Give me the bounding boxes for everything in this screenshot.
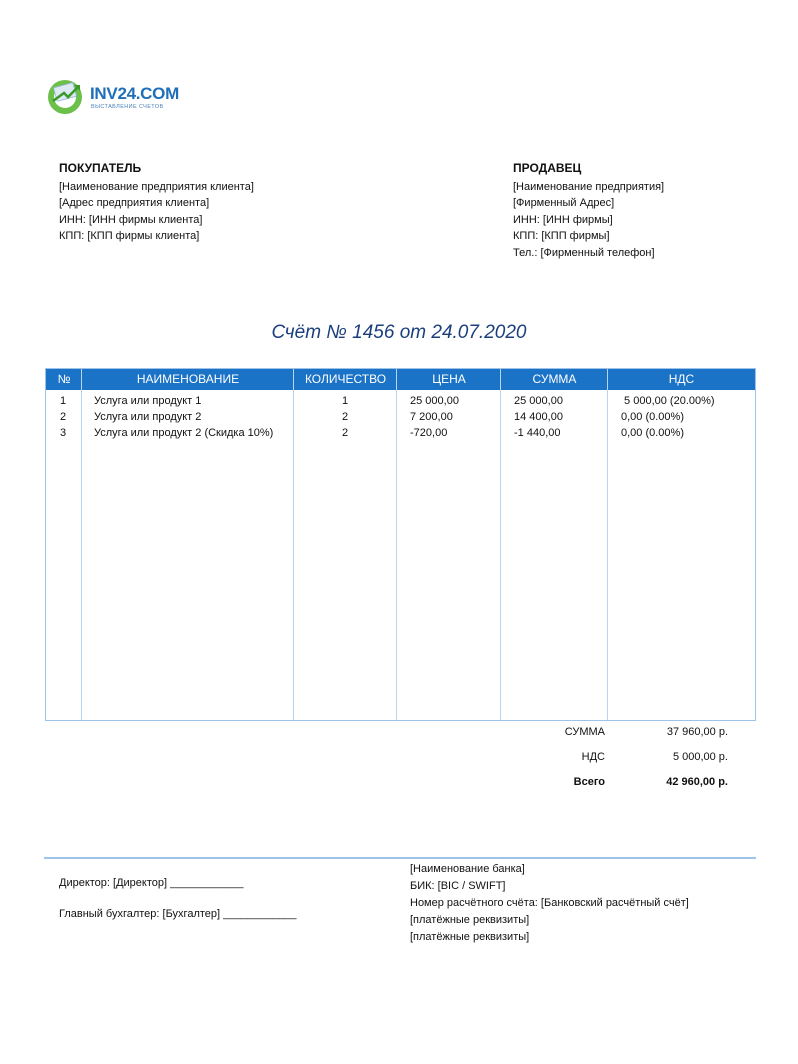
col-header-price: ЦЕНА bbox=[432, 372, 466, 386]
cell-name: Услуга или продукт 2 bbox=[94, 411, 202, 423]
accountant-signature: Главный бухгалтер: [Бухгалтер] ____________ bbox=[59, 908, 297, 920]
cell-price: 7 200,00 bbox=[410, 411, 453, 423]
cell-sum: 25 000,00 bbox=[514, 395, 563, 407]
cell-vat: 0,00 (0.00%) bbox=[621, 411, 684, 423]
seller-line: ИНН: [ИНН фирмы] bbox=[513, 213, 613, 226]
bank-line: Номер расчётного счёта: [Банковский расчётный счёт] bbox=[410, 897, 689, 909]
cell-qty: 2 bbox=[342, 427, 349, 439]
director-signature: Директор: [Директор] ____________ bbox=[59, 877, 244, 889]
cell-sum: 14 400,00 bbox=[514, 411, 563, 423]
table-row bbox=[46, 425, 755, 441]
subtotal-value: 37 960,00 р. bbox=[666, 726, 728, 738]
footer-divider bbox=[44, 857, 756, 859]
buyer-line: [Наименование предприятия клиента] bbox=[59, 180, 254, 193]
col-header-name: НАИМЕНОВАНИЕ bbox=[136, 372, 240, 386]
seller-line: Тел.: [Фирменный телефон] bbox=[513, 246, 655, 259]
cell-sum: -1 440,00 bbox=[514, 427, 561, 439]
cell-name: Услуга или продукт 2 (Скидка 10%) bbox=[94, 427, 274, 439]
company-logo bbox=[44, 76, 184, 116]
invoice-title: Счёт № 1456 от 24.07.2020 bbox=[271, 322, 527, 343]
bank-line: БИК: [BIC / SWIFT] bbox=[410, 880, 506, 892]
table-header bbox=[46, 369, 755, 390]
cell-vat: 0,00 (0.00%) bbox=[621, 427, 684, 439]
grand-total-label: Всего bbox=[573, 776, 605, 788]
bank-line: [платёжные реквизиты] bbox=[410, 914, 530, 926]
logo-name: INV24.COM bbox=[90, 84, 179, 103]
cell-vat: 5 000,00 (20.00%) bbox=[621, 395, 715, 407]
vat-total-label: НДС bbox=[581, 751, 605, 763]
seller-line: [Наименование предприятия] bbox=[513, 180, 665, 193]
cell-price: 25 000,00 bbox=[410, 395, 459, 407]
cell-number: 3 bbox=[60, 427, 67, 439]
seller-heading: ПРОДАВЕЦ bbox=[513, 161, 582, 175]
table-row bbox=[46, 409, 755, 425]
table-row bbox=[46, 393, 755, 409]
bank-line: [Наименование банка] bbox=[410, 863, 525, 875]
seller-line: [Фирменный Адрес] bbox=[513, 197, 615, 209]
cell-number: 2 bbox=[60, 411, 67, 423]
col-header-number: № bbox=[57, 372, 71, 386]
grand-total-value: 42 960,00 р. bbox=[666, 776, 728, 788]
buyer-block bbox=[59, 160, 254, 245]
cell-number: 1 bbox=[60, 395, 67, 407]
bank-details bbox=[410, 861, 689, 946]
items-table bbox=[45, 368, 756, 721]
table-body bbox=[46, 393, 755, 441]
buyer-line: КПП: [КПП фирмы клиента] bbox=[59, 230, 200, 242]
col-header-sum: СУММА bbox=[532, 372, 577, 386]
buyer-line: [Адрес предприятия клиента] bbox=[59, 197, 210, 209]
seller-block bbox=[513, 160, 664, 261]
logo-mark-icon bbox=[44, 76, 88, 116]
bank-line: [платёжные реквизиты] bbox=[410, 931, 530, 943]
cell-qty: 1 bbox=[342, 395, 349, 407]
vat-total-value: 5 000,00 р. bbox=[672, 751, 728, 763]
cell-price: -720,00 bbox=[410, 427, 448, 439]
seller-line: КПП: [КПП фирмы] bbox=[513, 230, 610, 242]
buyer-line: ИНН: [ИНН фирмы клиента] bbox=[59, 213, 203, 226]
col-header-vat: НДС bbox=[668, 372, 695, 386]
cell-name: Услуга или продукт 1 bbox=[94, 395, 202, 407]
col-header-qty: КОЛИЧЕСТВО bbox=[304, 372, 387, 386]
logo-tagline: ВЫСТАВЛЕНИЕ СЧЕТОВ bbox=[91, 104, 164, 110]
subtotal-label: СУММА bbox=[564, 726, 605, 738]
cell-qty: 2 bbox=[342, 411, 349, 423]
buyer-heading: ПОКУПАТЕЛЬ bbox=[59, 161, 142, 175]
